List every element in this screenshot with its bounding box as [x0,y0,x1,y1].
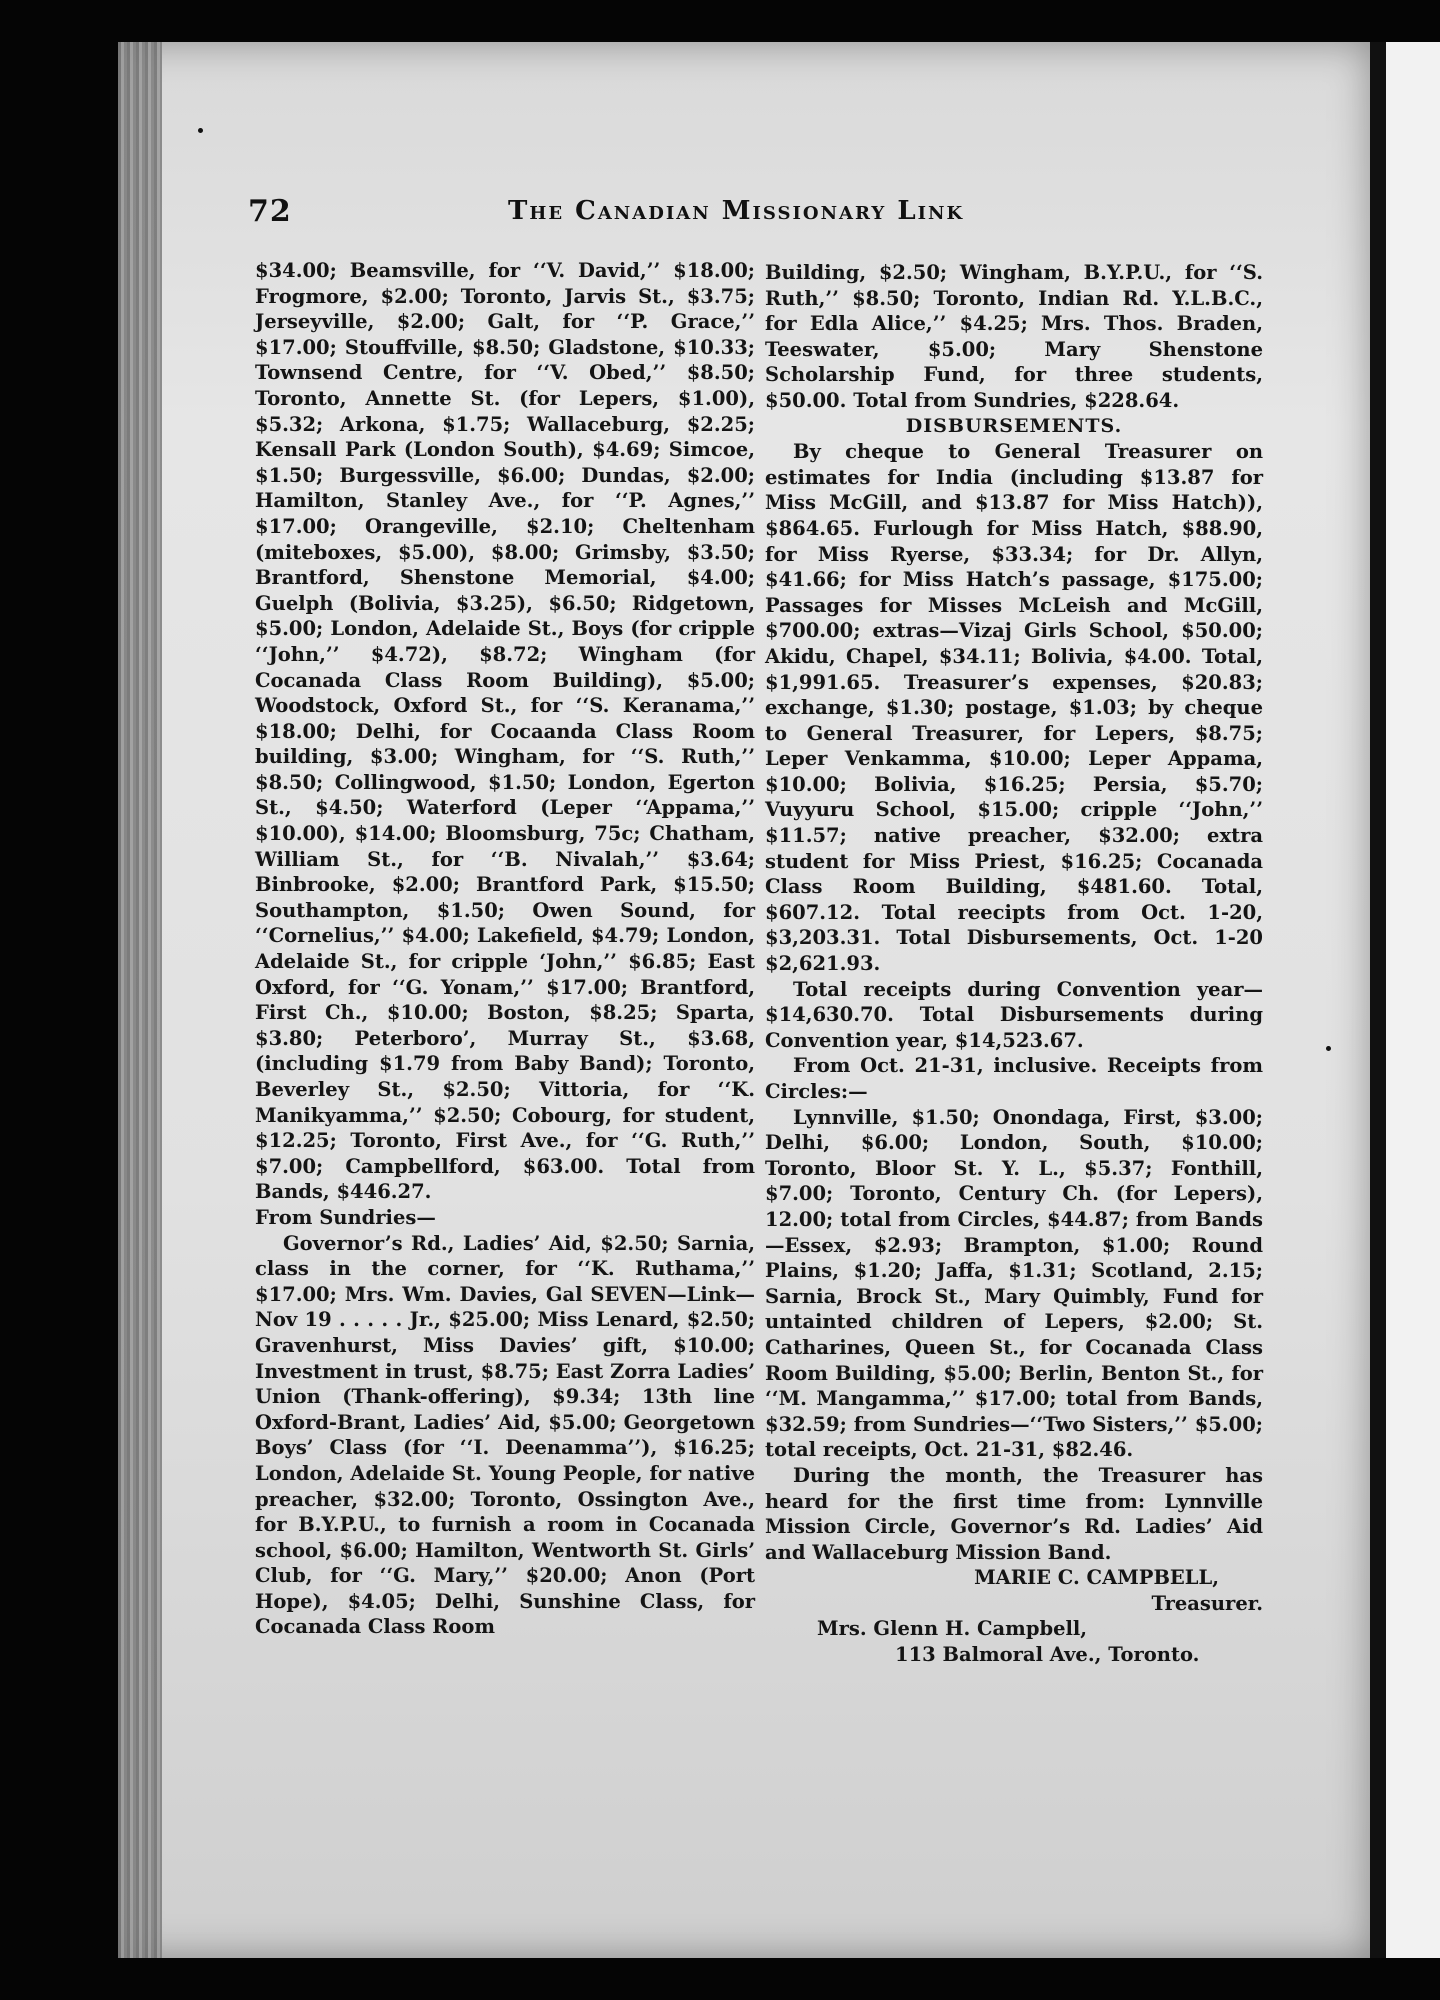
signature-name: MARIE C. CAMPBELL, [974,1566,1219,1590]
signature-title: Treasurer. [1151,1591,1263,1615]
page-edge-shadow [1370,42,1386,1958]
binding-edge [118,42,162,1958]
closing-note: During the month, the Treasurer has heard for the first time from: Lynnville Mission Circle, Governor’s Rd. Ladies’ Aid and Wallaceburg Mission Band. [765,1463,1263,1564]
scan-speck [198,128,203,133]
disbursements-text: By cheque to General Treasurer on estimates for India (including $13.87 for Miss McGill, and $13.87 for Miss Hatch)), $864.65. Furlough for Miss Hatch, $88.90, for Miss Ryerse, $33.34; for Dr. Allyn, $41.66; for Miss Hatch’s passage, $175.00; Passages for Misses McLeish and McGill, $700.00; extras—Vizaj Girls School, $50.00; Akidu, Chapel, $34.11; Bolivia, $4.00. Total, $1,991.65. Treasurer’s expenses, $20.83; exchange, $1.30; postage, $1.03; by cheque to General Treasurer, for Lepers, $8.75; Leper Venkamma, $10.00; Leper Appama, $10.00; Bolivia, $16.25; Persia, $5.70; Vuyyuru School, $15.00; cripple ‘‘John,’’ $11.57; native preacher, $32.00; extra student for Miss Priest, $16.25; Cocanada Class Room Building, $481.60. Total, $607.12. Total reecipts from Oct. 1-20, $3,203.31. Total Disbursements, Oct. 1-20 $2,621.93. [765,440,1263,976]
sundries-heading: From Sundries— [255,1205,436,1229]
right-column [765,260,1263,1668]
adjacent-page-sliver [1386,42,1440,1958]
scan-speck [1326,1046,1331,1051]
october-receipts-text: Lynnville, $1.50; Onondaga, First, $3.00; Delhi, $6.00; London, South, $10.00; Toronto, Bloor St. Y. L., $5.37; Fonthill, $7.00; Toronto, Century Ch. (for Lepers), 12.00; total from Circles, $44.87; from Bands—Essex, $2.93; Brampton, $1.00; Round Plains, $1.20; Jaffa, $1.31; Scotland, 2.15; Sarnia, Brock St., Mary Quimbly, Fund for untainted children of Lepers, $2.00; St. Catharines, Queen St., for Cocanada Class Room Building, $5.00; Berlin, Benton St., for ‘‘M. Mangamma,’’ $17.00; total from Bands, $32.59; from Sundries—‘‘Two Sisters,’’ $5.00; total receipts, Oct. 21-31, $82.46. [765,1105,1263,1462]
left-column [255,258,755,1640]
sundries-receipts-text: Governor’s Rd., Ladies’ Aid, $2.50; Sarnia, class in the corner, for ‘‘K. Ruthama,’’ $17.00; Mrs. Wm. Davies, Gal SEVEN—Link—Nov 19 . . . . . Jr., $25.00; Miss Lenard, $2.50; Gravenhurst, Miss Davies’ gift, $10.00; Investment in trust, $8.75; East Zorra Ladies’ Union (Thank-offering), $9.34; 13th line Oxford-Brant, Ladies’ Aid, $5.00; Georgetown Boys’ Class (for ‘‘I. Deenamma’’), $16.25; London, Adelaide St. Young People, for native preacher, $32.00; Toronto, Ossington Ave., for B.Y.P.U., to furnish a room in Cocanada school, $6.00; Hamilton, Wentworth St. Girls’ Club, for ‘‘G. Mary,’’ $20.00; Anon (Port Hope), $4.05; Delhi, Sunshine Class, for Cocanada Class Room [255,1231,755,1639]
sundries-continued-text: Building, $2.50; Wingham, B.Y.P.U., for ‘‘S. Ruth,’’ $8.50; Toronto, Indian Rd. Y.L.B.C., for Edla Alice,’’ $4.25; Mrs. Thos. Braden, Teeswater, $5.00; Mary Shenstone Scholarship Fund, for three students, $50.00. Total from Sundries, $228.64. [765,261,1263,412]
page-number: 72 [248,194,292,229]
disbursements-heading: DISBURSEMENTS. [905,414,1123,437]
signature-address-name: Mrs. Glenn H. Campbell, [817,1617,1088,1641]
convention-totals-text: Total receipts during Convention year—$14,630.70. Total Disbursements during Convention year, $14,523.67. [765,977,1263,1052]
journal-title: The Canadian Missionary Link [508,196,965,226]
signature-address: 113 Balmoral Ave., Toronto. [895,1643,1200,1667]
october-receipts-intro: From Oct. 21-31, inclusive. Receipts from Circles:— [765,1054,1263,1103]
bands-receipts-text: $34.00; Beamsville, for ‘‘V. David,’’ $18.00; Frogmore, $2.00; Toronto, Jarvis St., $3.75; Jerseyville, $2.00; Galt, for ‘‘P. Grace,’’ $17.00; Stouffville, $8.50; Gladstone, $10.33; Townsend Centre, for ‘‘V. Obed,’’ $8.50; Toronto, Annette St. (for Lepers, $1.00), $5.32; Arkona, $1.75; Wallaceburg, $2.25; Kensall Park (London South), $4.69; Simcoe, $1.50; Burgessville, $6.00; Dundas, $2.00; Hamilton, Stanley Ave., for ‘‘P. Agnes,’’ $17.00; Orangeville, $2.10; Cheltenham (miteboxes, $5.00), $8.00; Grimsby, $3.50; Brantford, Shenstone Memorial, $4.00; Guelph (Bolivia, $3.25), $6.50; Ridgetown, $5.00; London, Adelaide St., Boys (for cripple ‘‘John,’’ $4.72), $8.72; Wingham (for Cocanada Class Room Building), $5.00; Woodstock, Oxford St., for ‘‘S. Keranama,’’ $18.00; Delhi, for Cocaanda Class Room building, $3.00; Wingham, for ‘‘S. Ruth,’’ $8.50; Collingwood, $1.50; London, Egerton St., $4.50; Waterford (Leper ‘‘Appama,’’ $10.00), $14.00; Bloomsburg, 75c; Chatham, William St., for ‘‘B. Nivalah,’’ $3.64; Binbrooke, $2.00; Brantford Park, $15.50; Southampton, $1.50; Owen Sound, for ‘‘Cornelius,’’ $4.00; Lakefield, $4.79; London, Adelaide St., for cripple ‘John,’’ $6.85; East Oxford, for ‘‘G. Yonam,’’ $17.00; Brantford, First Ch., $10.00; Boston, $8.25; Sparta, $3.80; Peterboro’, Murray St., $3.68, (including $1.79 from Baby Band); Toronto, Beverley St., $2.50; Vittoria, for ‘‘K. Manikyamma,’’ $2.50; Cobourg, for student, $12.25; Toronto, First Ave., for ‘‘G. Ruth,’’ $7.00; Campbellford, $63.00. Total from Bands, $446.27. [255,259,755,1204]
page-header [248,194,1258,234]
